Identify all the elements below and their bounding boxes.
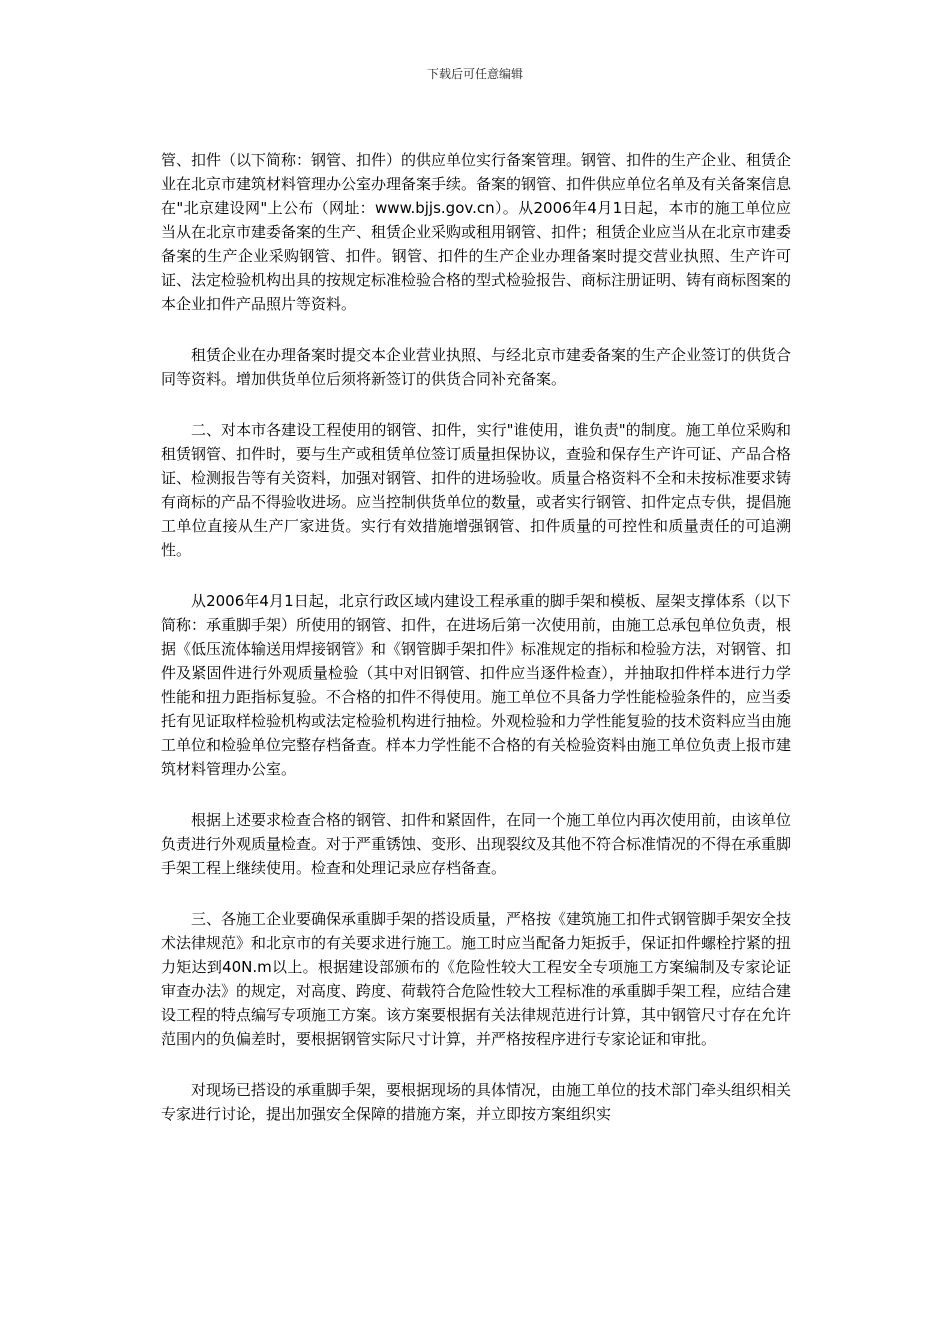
paragraph: 对现场已搭设的承重脚手架，要根据现场的具体情况，由施工单位的技术部门牵头组织相关专家进行讨论，提出加强安全保障的措施方案，并立即按方案组织实: [161, 1081, 792, 1123]
document-body: [161, 148, 791, 1153]
paragraph: 管、扣件（以下简称：钢管、扣件）的供应单位实行备案管理。钢管、扣件的生产企业、租赁企业在北京市建筑材料管理办公室办理备案手续。备案的钢管、扣件供应单位名单及有关备案信息在"北京建设网"上公布（网址：www.bjjs.gov.cn）。从2006年4月1日起，本市的施工单位应当从在北京市建委备案的生产、租赁企业采购或租用钢管、扣件；租赁企业应当从在北京市建委备案的生产企业采购钢管、扣件。钢管、扣件的生产企业办理备案时提交营业执照、生产许可证、法定检验机构出具的按规定标准检验合格的型式检验报告、商标注册证明、铸有商标图案的本企业扣件产品照片等资料。: [161, 151, 792, 313]
page-header-caption: 下载后可任意编辑: [426, 67, 523, 81]
paragraph: 根据上述要求检查合格的钢管、扣件和紧固件，在同一个施工单位内再次使用前，由该单位负责进行外观质量检查。对于严重锈蚀、变形、出现裂纹及其他不符合标准情况的不得在承重脚手架工程上继续使用。检查和处理记录应存档备查。: [161, 811, 792, 877]
paragraph: 三、各施工企业要确保承重脚手架的搭设质量，严格按《建筑施工扣件式钢管脚手架安全技术法律规范》和北京市的有关要求进行施工。施工时应当配备力矩扳手，保证扣件螺栓拧紧的扭力矩达到40N.m以上。根据建设部颁布的《危险性较大工程安全专项施工方案编制及专家论证审查办法》的规定，对高度、跨度、荷载符合危险性较大工程标准的承重脚手架工程，应结合建设工程的特点编写专项施工方案。该方案要根据有关法律规范进行计算，其中钢管尺寸存在允许范围内的负偏差时，要根据钢管实际尺寸计算，并严格按程序进行专家论证和审批。: [161, 910, 792, 1048]
paragraph: 租赁企业在办理备案时提交本企业营业执照、与经北京市建委备案的生产企业签订的供货合同等资料。增加供货单位后须将新签订的供货合同补充备案。: [161, 346, 792, 388]
paragraph: 从2006年4月1日起，北京行政区域内建设工程承重的脚手架和模板、屋架支撑体系（以下简称：承重脚手架）所使用的钢管、扣件，在进场后第一次使用前，由施工总承包单位负责，根据《低压流体输送用焊接钢管》和《钢管脚手架扣件》标准规定的指标和检验方法，对钢管、扣件及紧固件进行外观质量检验（其中对旧钢管、扣件应当逐件检查），并抽取扣件样本进行力学性能和扭力距指标复验。不合格的扣件不得使用。施工单位不具备力学性能检验条件的，应当委托有见证取样检验机构或法定检验机构进行抽检。外观检验和力学性能复验的技术资料应当由施工单位和检验单位完整存档备查。样本力学性能不合格的有关检验资料由施工单位负责上报市建筑材料管理办公室。: [161, 592, 792, 778]
paragraph: 二、对本市各建设工程使用的钢管、扣件，实行"谁使用，谁负责"的制度。施工单位采购和租赁钢管、扣件时，要与生产或租赁单位签订质量担保协议，查验和保存生产许可证、产品合格证、检测报告等有关资料，加强对钢管、扣件的进场验收。质量合格资料不全和未按标准要求铸有商标的产品不得验收进场。应当控制供货单位的数量，或者实行钢管、扣件定点专供，提倡施工单位直接从生产厂家进货。实行有效措施增强钢管、扣件质量的可控性和质量责任的可追溯性。: [161, 421, 792, 559]
